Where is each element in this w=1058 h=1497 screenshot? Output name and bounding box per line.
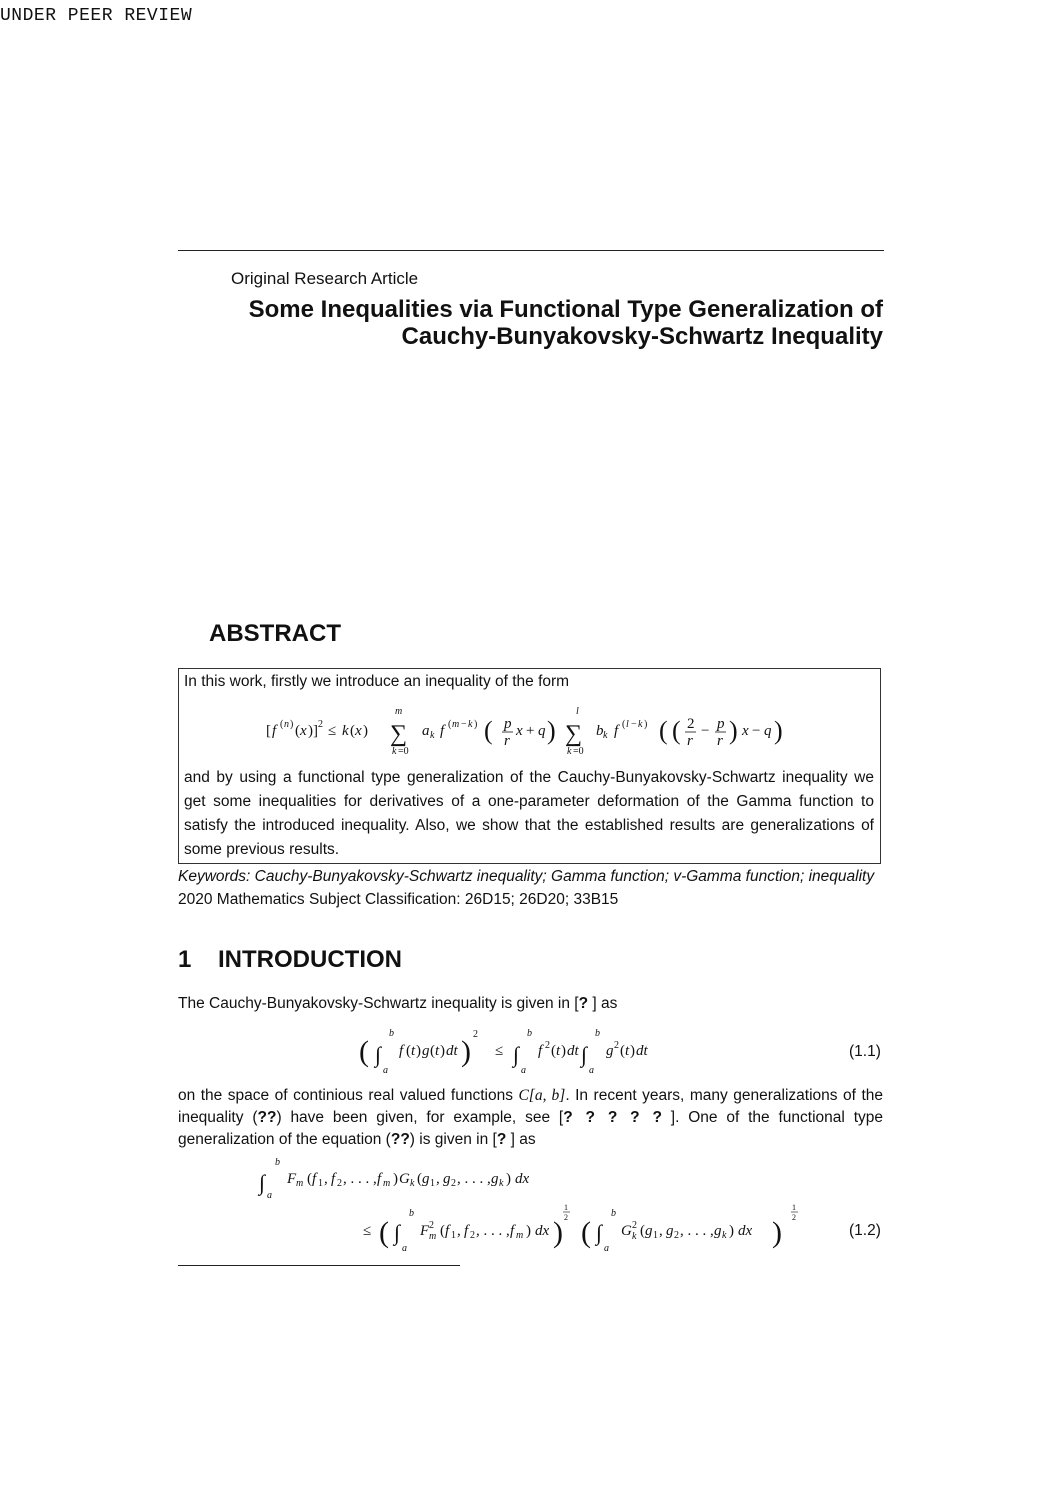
svg-text:): ) [772, 1216, 782, 1249]
p1-text: The Cauchy-Bunyakovsky-Schwartz inequality is given in [ [178, 995, 579, 1012]
svg-text:l: l [576, 706, 579, 717]
svg-text:1: 1 [792, 1203, 796, 1212]
svg-text:−: − [631, 719, 637, 730]
svg-text:): ) [474, 719, 478, 730]
svg-text:, . . . ,: , . . . , [476, 1223, 510, 1239]
svg-text:(: ( [440, 1223, 445, 1239]
svg-text:f: f [331, 1171, 336, 1187]
svg-text:f: f [440, 723, 445, 739]
svg-text:g: g [491, 1171, 499, 1187]
paper-title [180, 296, 883, 350]
svg-text:p: p [504, 716, 512, 732]
svg-text:k: k [499, 1178, 504, 1189]
svg-text:G: G [621, 1223, 632, 1239]
svg-text:b: b [595, 1028, 600, 1039]
svg-text:m: m [383, 1178, 391, 1189]
msc-classification: 2020 Mathematics Subject Classification: 26D15; 26D20; 33B15 [178, 891, 619, 908]
svg-text:)]: )] [308, 723, 318, 739]
title-line-2: Cauchy-Bunyakovsky-Schwartz Inequality [401, 323, 883, 350]
watermark: UNDER PEER REVIEW [0, 6, 193, 26]
svg-text:g: g [666, 1223, 674, 1239]
svg-text:p: p [717, 716, 725, 732]
abstract-inequality [258, 700, 798, 760]
svg-text:f: f [614, 723, 619, 739]
svg-text:b: b [389, 1028, 394, 1039]
svg-text:(: ( [672, 716, 681, 745]
p2-text-a: on the space of continious real valued functions [178, 1087, 519, 1104]
svg-text:f: f [445, 1223, 450, 1239]
svg-text:t: t [625, 1043, 630, 1059]
svg-text:(: ( [659, 716, 668, 745]
svg-text:): ) [729, 1223, 734, 1239]
svg-text:2: 2 [674, 1230, 679, 1241]
equation-1-2 [255, 1152, 815, 1262]
svg-text:(: ( [280, 719, 284, 730]
p1-text-end: ] as [588, 995, 618, 1012]
svg-text:k: k [567, 746, 572, 757]
svg-text:m: m [429, 1231, 437, 1242]
svg-text:a: a [589, 1065, 594, 1076]
svg-text:f: f [464, 1223, 469, 1239]
svg-text:f: f [377, 1171, 382, 1187]
intro-paragraph-2 [178, 1085, 883, 1151]
svg-text:(: ( [551, 1043, 556, 1059]
abstract-body: and by using a functional type generalization of the Cauchy-Bunyakovsky-Schwartz inequality we get some inequalities for derivatives of a one-parameter deformation of the Gamma function to satisfy the introduced inequality. Also, we show that the established results are generalizations of some previous results. [184, 769, 874, 858]
svg-text:n: n [284, 719, 289, 730]
svg-text:−: − [701, 723, 710, 739]
section-title: INTRODUCTION [218, 946, 402, 973]
svg-text:l: l [626, 719, 629, 730]
svg-text:x: x [516, 723, 523, 739]
svg-text:t: t [556, 1043, 561, 1059]
svg-text:k: k [632, 1231, 637, 1242]
intro-paragraph-1 [178, 993, 617, 1015]
svg-text:∫: ∫ [259, 1170, 266, 1195]
svg-text:∫: ∫ [581, 1042, 588, 1067]
svg-text:∑: ∑ [390, 721, 408, 747]
svg-text:q: q [538, 723, 546, 739]
p2-text-d: ]. One of the functional type generalization of the equation ( [178, 1109, 883, 1148]
svg-text:(: ( [307, 1171, 312, 1187]
svg-text:m: m [395, 706, 403, 717]
svg-text:≤: ≤ [495, 1043, 504, 1059]
svg-text:,: , [457, 1223, 461, 1239]
top-rule [178, 250, 884, 251]
footnote-rule [178, 1265, 460, 1266]
svg-text:∫: ∫ [394, 1220, 401, 1245]
svg-text:b: b [275, 1157, 280, 1168]
svg-text:,: , [436, 1171, 440, 1187]
svg-text:(: ( [622, 719, 626, 730]
citation-placeholder-2[interactable]: ? [496, 1131, 507, 1148]
svg-text:g: g [645, 1223, 653, 1239]
svg-text:∫: ∫ [596, 1220, 603, 1245]
svg-text:≤: ≤ [328, 723, 337, 739]
svg-text:m: m [516, 1230, 524, 1241]
svg-text:): ) [461, 1035, 471, 1068]
svg-text:): ) [561, 1043, 566, 1059]
svg-text:−: − [752, 723, 761, 739]
svg-text:(: ( [581, 1216, 591, 1249]
svg-text:b: b [596, 723, 604, 739]
svg-text:k: k [392, 746, 397, 757]
svg-text:(: ( [448, 719, 452, 730]
svg-text:(: ( [430, 1043, 435, 1059]
svg-text:q: q [764, 723, 772, 739]
svg-text:−: − [461, 719, 467, 730]
svg-text:a: a [422, 723, 430, 739]
svg-text:=0: =0 [573, 746, 584, 757]
equation-1-1-label: (1.1) [849, 1043, 881, 1060]
svg-text:a: a [521, 1065, 526, 1076]
svg-text:t: t [435, 1043, 440, 1059]
svg-text:2: 2 [687, 716, 695, 732]
equation-1-1 [355, 1024, 685, 1080]
abstract-intro: In this work, firstly we introduce an inequality of the form [184, 673, 570, 690]
function-space: C[a, b] [518, 1087, 566, 1104]
svg-text:(: ( [484, 716, 493, 745]
svg-text:r: r [687, 733, 693, 749]
svg-text:): ) [644, 719, 648, 730]
article-type: Original Research Article [231, 269, 419, 288]
svg-text:f: f [538, 1043, 543, 1059]
svg-text:): ) [506, 1171, 511, 1187]
svg-text:(: ( [406, 1043, 411, 1059]
svg-text:G: G [399, 1171, 410, 1187]
svg-text:1: 1 [318, 1178, 323, 1189]
svg-text:a: a [383, 1065, 388, 1076]
svg-text:): ) [526, 1223, 531, 1239]
svg-text:b: b [409, 1208, 414, 1219]
svg-text:=0: =0 [398, 746, 409, 757]
svg-text:b: b [527, 1028, 532, 1039]
svg-text:2: 2 [614, 1040, 619, 1051]
svg-text:): ) [630, 1043, 635, 1059]
svg-text:): ) [553, 1216, 563, 1249]
svg-text:g: g [443, 1171, 451, 1187]
section-number: 1 [178, 946, 192, 973]
svg-text:): ) [547, 716, 556, 745]
svg-text:g: g [422, 1043, 430, 1059]
svg-text:f: f [399, 1043, 404, 1059]
svg-text:2: 2 [318, 719, 323, 730]
p2-text-e: ) is given in [ [409, 1131, 497, 1148]
svg-text:(: ( [359, 1035, 369, 1068]
svg-text:2: 2 [451, 1178, 456, 1189]
svg-text:f: f [510, 1223, 515, 1239]
svg-text:(: ( [379, 1216, 389, 1249]
svg-text:,: , [659, 1223, 663, 1239]
section-heading [178, 946, 402, 974]
svg-text:b: b [611, 1208, 616, 1219]
svg-text:k: k [430, 730, 435, 741]
keywords: Keywords: Cauchy-Bunyakovsky-Schwartz inequality; Gamma function; v-Gamma function; inequality [178, 868, 875, 885]
svg-text:1: 1 [430, 1178, 435, 1189]
svg-text:dx: dx [738, 1223, 753, 1239]
svg-text:k: k [638, 719, 643, 730]
svg-text:,: , [324, 1171, 328, 1187]
svg-text:2: 2 [632, 1220, 637, 1231]
svg-text:k: k [603, 730, 608, 741]
svg-text:∫: ∫ [375, 1042, 382, 1067]
svg-text:dx: dx [515, 1171, 530, 1187]
svg-text:+: + [526, 723, 535, 739]
svg-text:): ) [290, 719, 294, 730]
svg-text:t: t [411, 1043, 416, 1059]
svg-text:k: k [410, 1178, 415, 1189]
svg-text:(: ( [620, 1043, 625, 1059]
svg-text:a: a [402, 1243, 407, 1254]
p2-text-c: ) have been given, for example, see [ [276, 1109, 564, 1126]
svg-text:(: ( [350, 723, 355, 739]
svg-text:a: a [267, 1190, 272, 1201]
svg-text:2: 2 [337, 1178, 342, 1189]
svg-text:F: F [287, 1171, 297, 1187]
svg-text:1: 1 [653, 1230, 658, 1241]
svg-text:): ) [416, 1043, 421, 1059]
svg-text:2: 2 [564, 1213, 568, 1222]
svg-text:2: 2 [470, 1230, 475, 1241]
svg-text:r: r [504, 733, 510, 749]
svg-text:k: k [342, 723, 349, 739]
p2-text-f: ] as [506, 1131, 536, 1148]
svg-text:≤: ≤ [363, 1223, 372, 1239]
svg-text:r: r [717, 733, 723, 749]
svg-text:[: [ [266, 723, 271, 739]
equation-reference-2[interactable]: ?? [390, 1131, 410, 1148]
svg-text:dt: dt [567, 1043, 579, 1059]
svg-text:f: f [312, 1171, 317, 1187]
svg-text:k: k [722, 1230, 727, 1241]
svg-text:2: 2 [545, 1040, 550, 1051]
svg-text:): ) [729, 716, 738, 745]
svg-text:): ) [440, 1043, 445, 1059]
svg-text:): ) [393, 1171, 398, 1187]
svg-text:a: a [604, 1243, 609, 1254]
citation-list[interactable]: ? ? ? ? ? [563, 1109, 662, 1126]
svg-text:(: ( [417, 1171, 422, 1187]
svg-text:2: 2 [429, 1220, 434, 1231]
svg-text:g: g [422, 1171, 430, 1187]
svg-text:1: 1 [451, 1230, 456, 1241]
svg-text:x: x [742, 723, 749, 739]
svg-text:(: ( [295, 723, 300, 739]
svg-text:dx: dx [535, 1223, 550, 1239]
svg-text:, . . . ,: , . . . , [343, 1171, 377, 1187]
equation-reference[interactable]: ?? [257, 1109, 277, 1126]
svg-text:2: 2 [473, 1029, 478, 1040]
svg-text:dt: dt [446, 1043, 458, 1059]
svg-text:F: F [420, 1223, 430, 1239]
abstract-heading: ABSTRACT [209, 620, 341, 647]
svg-text:, . . . ,: , . . . , [457, 1171, 491, 1187]
svg-text:x: x [355, 723, 362, 739]
svg-text:f: f [272, 723, 277, 739]
title-line-1: Some Inequalities via Functional Type Generalization of [248, 296, 883, 323]
svg-text:m: m [452, 719, 460, 730]
svg-text:∑: ∑ [565, 721, 583, 747]
svg-text:g: g [714, 1223, 722, 1239]
equation-1-2-label: (1.2) [849, 1222, 881, 1239]
svg-text:): ) [363, 723, 368, 739]
svg-text:k: k [468, 719, 473, 730]
svg-text:dt: dt [636, 1043, 648, 1059]
svg-text:1: 1 [564, 1203, 568, 1212]
svg-text:m: m [296, 1178, 304, 1189]
svg-text:x: x [300, 723, 307, 739]
svg-text:∫: ∫ [513, 1042, 520, 1067]
p2-text-b: . In recent years, many generalizations of the inequality ( [178, 1087, 883, 1126]
citation-placeholder[interactable]: ? [578, 995, 589, 1012]
svg-text:(: ( [640, 1223, 645, 1239]
svg-text:): ) [774, 716, 783, 745]
svg-text:, . . . ,: , . . . , [680, 1223, 714, 1239]
svg-text:g: g [606, 1043, 614, 1059]
svg-text:2: 2 [792, 1213, 796, 1222]
